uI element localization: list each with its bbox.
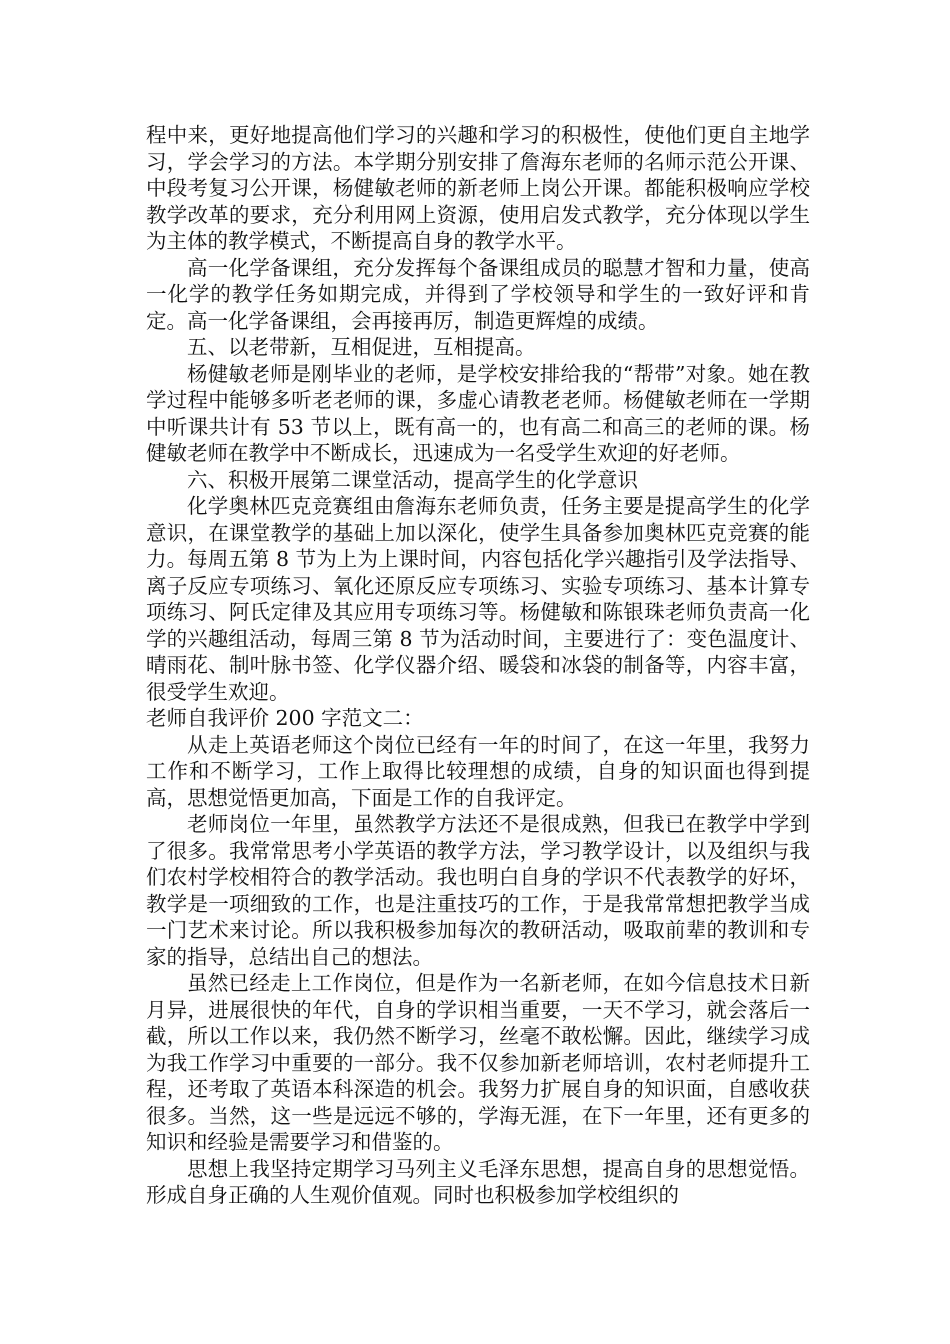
paragraph-8: 思想上我坚持定期学习马列主义毛泽东思想，提高自身的思想觉悟。形成自身正确的人生观价值观。同时也积极参加学校组织的 (146, 1156, 810, 1207)
paragraph-7: 虽然已经走上工作岗位，但是作为一名新老师，在如今信息技术日新月异，进展很快的年代，自身的学识相当重要，一天不学习，就会落后一截，所以工作以来，我仍然不断学习，丝毫不敢松懈。因此，继续学习成为我工作学习中重要的一部分。我不仅参加新老师培训，农村老师提升工程，还考取了英语本科深造的机会。我努力扩展自身的知识面，自感收获很多。当然，这一些是远远不够的，学海无涯，在下一年里，还有更多的知识和经验是需要学习和借鉴的。 (146, 971, 810, 1154)
paragraph-5: 从走上英语老师这个岗位已经有一年的时间了，在这一年里，我努力工作和不断学习，工作上取得比较理想的成绩，自身的知识面也得到提高，思想觉悟更加高，下面是工作的自我评定。 (146, 732, 810, 810)
paragraph-2: 高一化学备课组，充分发挥每个备课组成员的聪慧才智和力量，使高一化学的教学任务如期完成，并得到了学校领导和学生的一致好评和肯定。高一化学备课组，会再接再厉，制造更辉煌的成绩。 (146, 255, 810, 333)
article-title-2: 老师自我评价 200 字范文二： (146, 706, 424, 730)
paragraph-1: 程中来，更好地提高他们学习的兴趣和学习的积极性，使他们更自主地学习，学会学习的方法。本学期分别安排了詹海东老师的名师示范公开课、中段考复习公开课，杨健敏老师的新老师上岗公开课。都能积极响应学校教学改革的要求，充分利用网上资源，使用启发式教学，充分体现以学生为主体的教学模式，不断提高自身的教学水平。 (146, 123, 810, 253)
document-page (146, 122, 810, 1209)
section-heading-5: 五、以老带新，互相促进，互相提高。 (187, 335, 536, 359)
paragraph-3: 杨健敏老师是刚毕业的老师，是学校安排给我的“帮带”对象。她在教学过程中能够多听老老师的课，多虚心请教老老师。杨健敏老师在一学期中听课共计有 53 节以上，既有高一的，也有高二和高三的老师的课。杨健敏老师在教学中不断成长，迅速成为一名受学生欢迎的好老师。 (146, 361, 810, 465)
section-heading-6: 六、积极开展第二课堂活动，提高学生的化学意识 (187, 467, 638, 492)
paragraph-4: 化学奥林匹克竞赛组由詹海东老师负责，任务主要是提高学生的化学意识，在课堂教学的基础上加以深化，使学生具备参加奥林匹克竞赛的能力。每周五第 8 节为上为上课时间，内容包括化学兴趣指引及学法指导、离子反应专项练习、氧化还原反应专项练习、实验专项练习、基本计算专项练习、阿氏定律及其应用专项练习等。杨健敏和陈银珠老师负责高一化学的兴趣组活动，每周三第 8 节为活动时间，主要进行了：变色温度计、晴雨花、制叶脉书签、化学仪器介绍、暖袋和冰袋的制备等，内容丰富，很受学生欢迎。 (146, 494, 810, 704)
paragraph-6: 老师岗位一年里，虽然教学方法还不是很成熟，但我已在教学中学到了很多。我常常思考小学英语的教学方法，学习教学设计，以及组织与我们农村学校相符合的教学活动。我也明白自身的学识不代表教学的好坏，教学是一项细致的工作，也是注重技巧的工作，于是我常常想把教学当成一门艺术来讨论。所以我积极参加每次的教研活动，吸取前辈的教训和专家的指导，总结出自己的想法。 (146, 812, 810, 969)
